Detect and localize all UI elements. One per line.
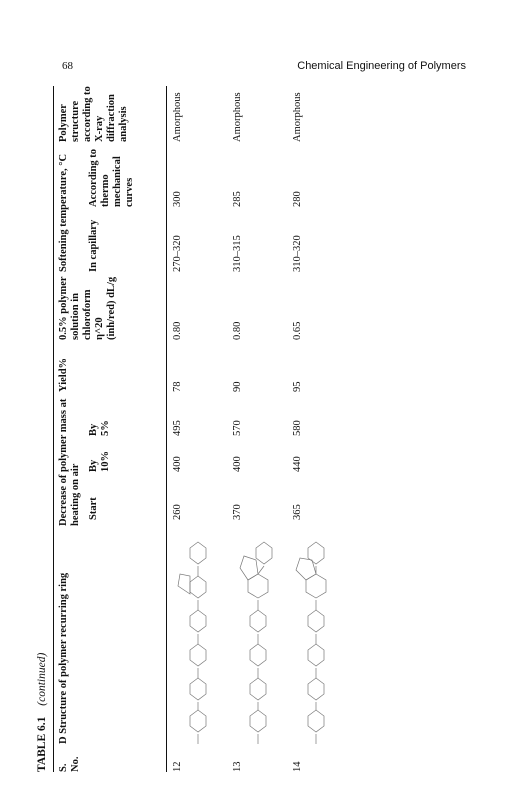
structure-14-drawing [288,534,338,744]
header-viscosity: 0.5% polymer solution in chloroform η^20 (inh/red) dL/g [58,276,117,340]
row-12-capillary: 270–320 [172,235,183,272]
row-13-start: 370 [232,504,243,520]
header-thermo: According to thermo mechanical curves [88,148,135,207]
header-by10: By 10% [88,451,111,472]
row-12-sno: 12 [172,761,183,772]
row-13-thermo: 285 [232,191,243,207]
row-12-xray: Amorphous [172,92,183,142]
row-13-structure-image [230,534,280,744]
row-14-by10: 440 [292,456,303,472]
row-13-xray: Amorphous [232,92,243,142]
header-by5: By 5% [88,420,111,436]
header-capillary: In capillary [88,219,99,272]
row-14-sno: 14 [292,761,303,772]
row-13-sno: 13 [232,761,243,772]
row-12-by10: 400 [172,456,183,472]
row-14-xray: Amorphous [292,92,303,142]
row-14-viscosity: 0.65 [292,321,303,340]
running-head: Chemical Engineering of Polymers [297,60,466,72]
row-12-viscosity: 0.80 [172,321,183,340]
row-14-by5: 580 [292,420,303,436]
header-xray: Polymer structure according to X-ray diffraction analysis [58,86,129,142]
row-14-thermo: 280 [292,191,303,207]
row-13-by10: 400 [232,456,243,472]
row-12-start: 260 [172,504,183,520]
top-rule [53,86,54,772]
header-start: Start [88,497,99,520]
header-softening-group: Softening temperature, °C [58,153,69,272]
row-14-yield: 95 [292,381,303,392]
row-14-start: 365 [292,504,303,520]
row-14-capillary: 310–320 [292,235,303,272]
row-14-structure-image [288,534,338,744]
page-number: 68 [62,60,73,72]
table-caption [36,653,48,772]
table-caption-continued: (continued) [36,652,48,706]
row-12-structure-image [170,534,220,744]
row-13-by5: 570 [232,420,243,436]
header-rule [166,86,167,772]
row-13-yield: 90 [232,381,243,392]
rotated-table [36,86,338,772]
table-caption-label: TABLE 6.1 [36,716,48,772]
structure-13-drawing [230,534,280,744]
row-12-thermo: 300 [172,191,183,207]
header-yield: Yield% [58,357,69,392]
row-12-by5: 495 [172,420,183,436]
row-13-viscosity: 0.80 [232,321,243,340]
header-sno: S. No. [58,756,81,772]
structure-12-drawing [170,534,220,744]
header-decrease-group: Decrease of polymer mass at heating on air [58,398,81,526]
header-structure: D Structure of polymer recurring ring [58,572,69,744]
row-13-capillary: 310–315 [232,235,243,272]
row-12-yield: 78 [172,381,183,392]
